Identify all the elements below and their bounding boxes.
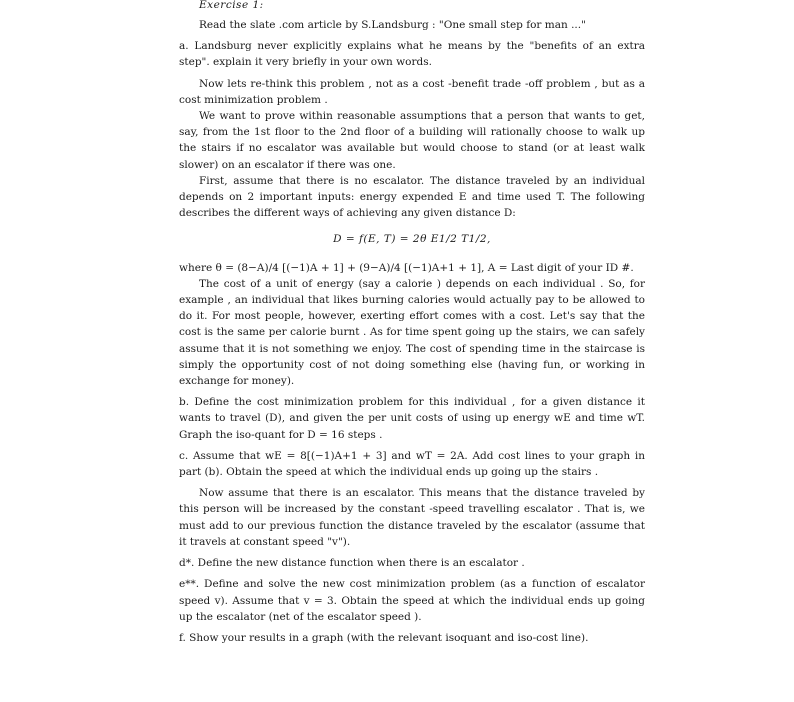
rethink-paragraph: Now lets re-think this problem , not as a cost -benefit trade -off problem , but as a cost minimization problem . xyxy=(179,77,645,106)
theta-definition: where θ = (8−A)/4 [(−1)A + 1] + (9−A)/4 [(−1)A+1 + 1], A = Last digit of your ID #. xyxy=(179,261,634,274)
exercise-body xyxy=(179,0,645,646)
part-e: e**. Define and solve the new cost minimization problem (as a function of escalator speed v). Assume that v = 3. Obtain the speed at which the individual ends up going up the escalator (net of the escalator speed ). xyxy=(179,578,645,623)
prove-paragraph: We want to prove within reasonable assumptions that a person that wants to get, say, from the 1st floor to the 2nd floor of a building will rationally choose to walk up the stairs if no escalator was available but would choose to stand (or at least walk slower) on an escalator if there was one. xyxy=(179,110,645,171)
escalator-paragraph: Now assume that there is an escalator. This means that the distance traveled by this person will be increased by the constant -speed travelling escalator . That is, we must add to our previous function the distance traveled by the escalator (assume that it travels at constant speed "v"). xyxy=(179,487,645,548)
part-a: a. Landsburg never explicitly explains what he means by the "benefits of an extra step". explain it very briefly in your own words. xyxy=(179,40,645,69)
part-b: b. Define the cost minimization problem for this individual , for a given distance it wants to travel (D), and given the per unit costs of using up energy wE and time wT. Graph the iso-quant for D = 16 steps . xyxy=(179,396,645,441)
distance-equation: D = f(E, T) = 2θ E1/2 T1/2, xyxy=(333,233,491,246)
cost-paragraph: The cost of a unit of energy (say a calorie ) depends on each individual . So, for example , an individual that likes burning calories would actually pay to be allowed to do it. For most people, however, exerting effort comes with a cost. Let's say that the cost is the same per calorie burnt . As for time spent going up the stairs, we can safely assume that it is not something we enjoy. The cost of spending time in the staircase is simply the opportunity cost of not doing something else (having fun, or working in exchange for money). xyxy=(179,277,645,388)
part-f: f. Show your results in a graph (with the relevant isoquant and iso-cost line). xyxy=(179,631,589,644)
part-d: d*. Define the new distance function when there is an escalator . xyxy=(179,557,525,570)
part-c: c. Assume that wE = 8[(−1)A+1 + 3] and wT = 2A. Add cost lines to your graph in part (b). Obtain the speed at which the individual ends up going up the stairs . xyxy=(179,449,645,479)
intro-paragraph: Read the slate .com article by S.Landsburg : "One small step for man ..." xyxy=(199,19,586,31)
exercise-title: Exercise 1: xyxy=(199,0,264,11)
first-assume-paragraph: First, assume that there is no escalator. The distance traveled by an individual depends on 2 important inputs: energy expended E and time used T. The following describes the different ways of achieving any given distance D: xyxy=(179,174,645,220)
